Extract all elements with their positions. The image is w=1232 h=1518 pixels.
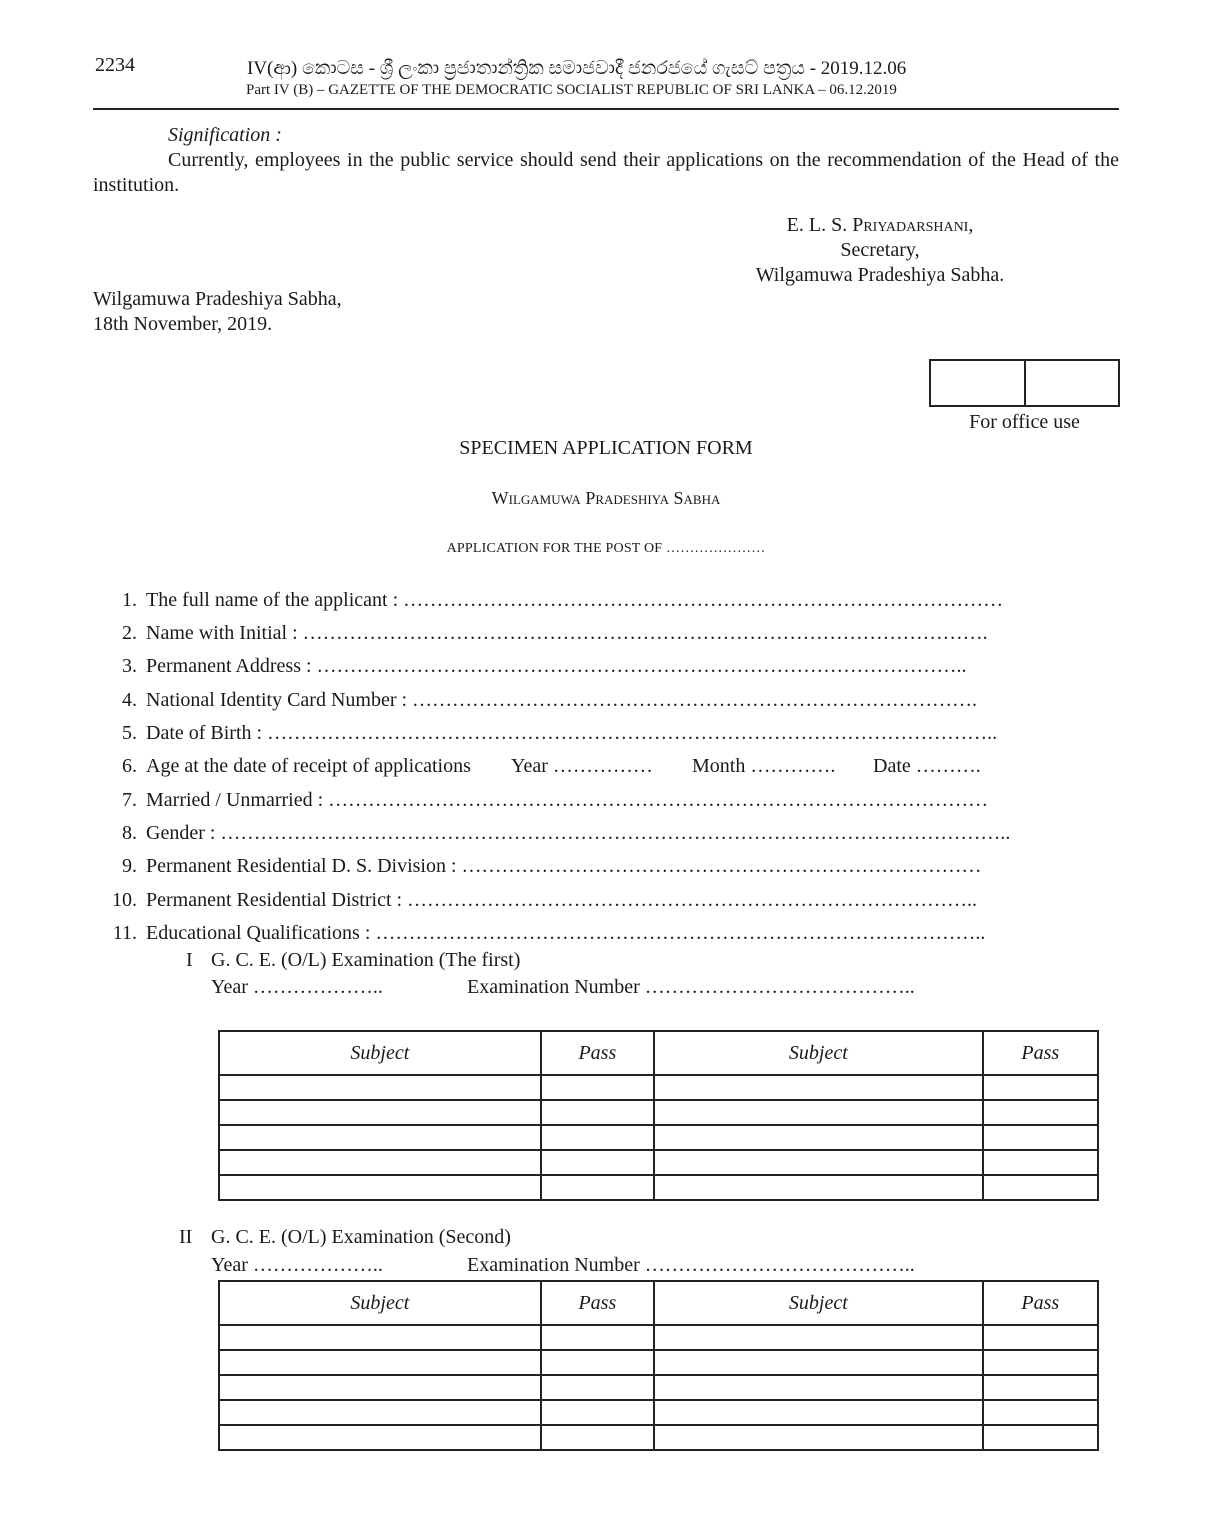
table-cell — [541, 1400, 654, 1425]
age-date: Date ………. — [873, 755, 981, 777]
office-use-cell — [1024, 361, 1119, 405]
table-cell — [219, 1325, 541, 1350]
office-use-box — [929, 359, 1120, 407]
table-header-row — [219, 1031, 1098, 1075]
exam-2-title: G. C. E. (O/L) Examination (Second) — [211, 1226, 511, 1248]
table-cell — [541, 1175, 654, 1200]
place-date-block — [93, 287, 342, 337]
exam-2-number: Examination Number ………………………………….. — [467, 1254, 915, 1276]
place-date: 18th November, 2019. — [93, 313, 273, 335]
col-pass-header: Pass — [983, 1281, 1098, 1325]
table-cell — [219, 1425, 541, 1450]
form-item-education: 11. Educational Qualifications : ……………………………………………………………………………….. — [112, 922, 986, 944]
table-cell — [983, 1075, 1098, 1100]
form-item-full-name: 1. The full name of the applicant : ……………………………………………………………………………… — [122, 589, 1004, 611]
table-cell — [541, 1125, 654, 1150]
form-item-ds-division: 9. Permanent Residential D. S. Division : …………………………………………………………………… — [122, 855, 982, 877]
age-year: Year …………… — [511, 755, 653, 777]
table-cell — [541, 1075, 654, 1100]
table-cell — [983, 1100, 1098, 1125]
exam-2-year: Year ……………….. — [211, 1254, 383, 1276]
signatory-office: Wilgamuwa Pradeshiya Sabha. — [755, 264, 1005, 286]
table-cell — [654, 1175, 983, 1200]
table-cell — [983, 1350, 1098, 1375]
gazette-title-english: Part IV (B) – GAZETTE OF THE DEMOCRATIC SOCIALIST REPUBLIC OF SRI LANKA – 06.12.2019 — [246, 82, 897, 98]
table-cell — [654, 1425, 983, 1450]
form-item-address: 3. Permanent Address : …………………………………………………………………………………….. — [122, 655, 967, 677]
table-cell — [983, 1175, 1098, 1200]
table-cell — [654, 1150, 983, 1175]
col-pass-header: Pass — [983, 1031, 1098, 1075]
table-cell — [983, 1425, 1098, 1450]
table-row — [219, 1375, 1098, 1400]
gazette-title-sinhala: IV(ආ) කොටස - ශ්‍රී ලංකා ප්‍රජාතාන්ත්‍රික සමාජවාදී ජනරජයේ ගැසට් පත්‍රය - 2019.12.06 — [247, 58, 907, 79]
form-item-dob: 5. Date of Birth : ……………………………………………………………………………………………….. — [122, 722, 998, 744]
table-row — [219, 1075, 1098, 1100]
form-item-age: 6. Age at the date of receipt of applications Year …………… Month …………. Date ………. — [122, 755, 981, 777]
col-subject-header: Subject — [654, 1031, 983, 1075]
table-cell — [983, 1375, 1098, 1400]
table-cell — [654, 1375, 983, 1400]
signification-text: Currently, employees in the public service should send their applications on the recommendation of the Head of the institution. — [93, 149, 1119, 196]
table-row — [219, 1175, 1098, 1200]
table-header-row — [219, 1281, 1098, 1325]
table-cell — [983, 1150, 1098, 1175]
col-subject-header: Subject — [219, 1031, 541, 1075]
form-item-name-initials: 2. Name with Initial : …………………………………………………………………………………………. — [122, 622, 988, 644]
table-row — [219, 1100, 1098, 1125]
exam-1-results-table — [218, 1030, 1099, 1201]
table-cell — [654, 1400, 983, 1425]
col-pass-header: Pass — [541, 1281, 654, 1325]
exam-1-number: Examination Number ………………………………….. — [467, 976, 915, 998]
table-row — [219, 1350, 1098, 1375]
table-cell — [219, 1175, 541, 1200]
table-cell — [654, 1100, 983, 1125]
form-institution: Wilgamuwa Pradeshiya Sabha — [491, 488, 721, 508]
table-row — [219, 1325, 1098, 1350]
exam-1-roman: I — [186, 949, 193, 971]
table-cell — [541, 1375, 654, 1400]
table-cell — [541, 1150, 654, 1175]
exam-2-results-table — [218, 1280, 1099, 1451]
table-row — [219, 1150, 1098, 1175]
col-pass-header: Pass — [541, 1031, 654, 1075]
table-cell — [983, 1325, 1098, 1350]
office-use-label: For office use — [969, 411, 1080, 433]
signatory-name: E. L. S. Priyadarshani, — [786, 214, 974, 236]
signification-label: Signification : — [168, 124, 282, 146]
form-item-marital: 7. Married / Unmarried : ……………………………………………………………………………………… — [122, 789, 989, 811]
exam-1-title: G. C. E. (O/L) Examination (The first) — [211, 949, 521, 971]
signatory-title: Secretary, — [840, 239, 920, 261]
table-cell — [219, 1350, 541, 1375]
table-cell — [541, 1100, 654, 1125]
form-post-line: APPLICATION FOR THE POST OF ………………… — [446, 541, 766, 556]
page-number: 2234 — [95, 54, 135, 76]
table-cell — [219, 1125, 541, 1150]
table-cell — [219, 1400, 541, 1425]
table-cell — [983, 1400, 1098, 1425]
table-cell — [654, 1350, 983, 1375]
form-item-district: 10. Permanent Residential District : ………………………………………………………………………….. — [112, 889, 978, 911]
table-row — [219, 1425, 1098, 1450]
table-cell — [541, 1350, 654, 1375]
table-row — [219, 1400, 1098, 1425]
table-cell — [654, 1125, 983, 1150]
table-row — [219, 1125, 1098, 1150]
table-cell — [541, 1325, 654, 1350]
form-item-gender: 8. Gender : ……………………………………………………………………………………………………….. — [122, 822, 1011, 844]
table-cell — [983, 1125, 1098, 1150]
table-cell — [219, 1100, 541, 1125]
table-cell — [654, 1075, 983, 1100]
table-cell — [541, 1425, 654, 1450]
exam-1-year: Year ……………….. — [211, 976, 383, 998]
age-month: Month …………. — [692, 755, 836, 777]
table-cell — [219, 1375, 541, 1400]
col-subject-header: Subject — [219, 1281, 541, 1325]
form-item-nic: 4. National Identity Card Number : …………………………………………………………………………. — [122, 689, 978, 711]
table-cell — [219, 1075, 541, 1100]
exam-2-roman: II — [179, 1226, 193, 1248]
form-title: SPECIMEN APPLICATION FORM — [459, 437, 753, 459]
table-cell — [654, 1325, 983, 1350]
signatory-block — [740, 213, 1020, 288]
table-cell — [219, 1150, 541, 1175]
header-divider — [93, 108, 1119, 110]
place-name: Wilgamuwa Pradeshiya Sabha, — [93, 288, 342, 310]
col-subject-header: Subject — [654, 1281, 983, 1325]
office-use-cell — [931, 361, 1024, 405]
